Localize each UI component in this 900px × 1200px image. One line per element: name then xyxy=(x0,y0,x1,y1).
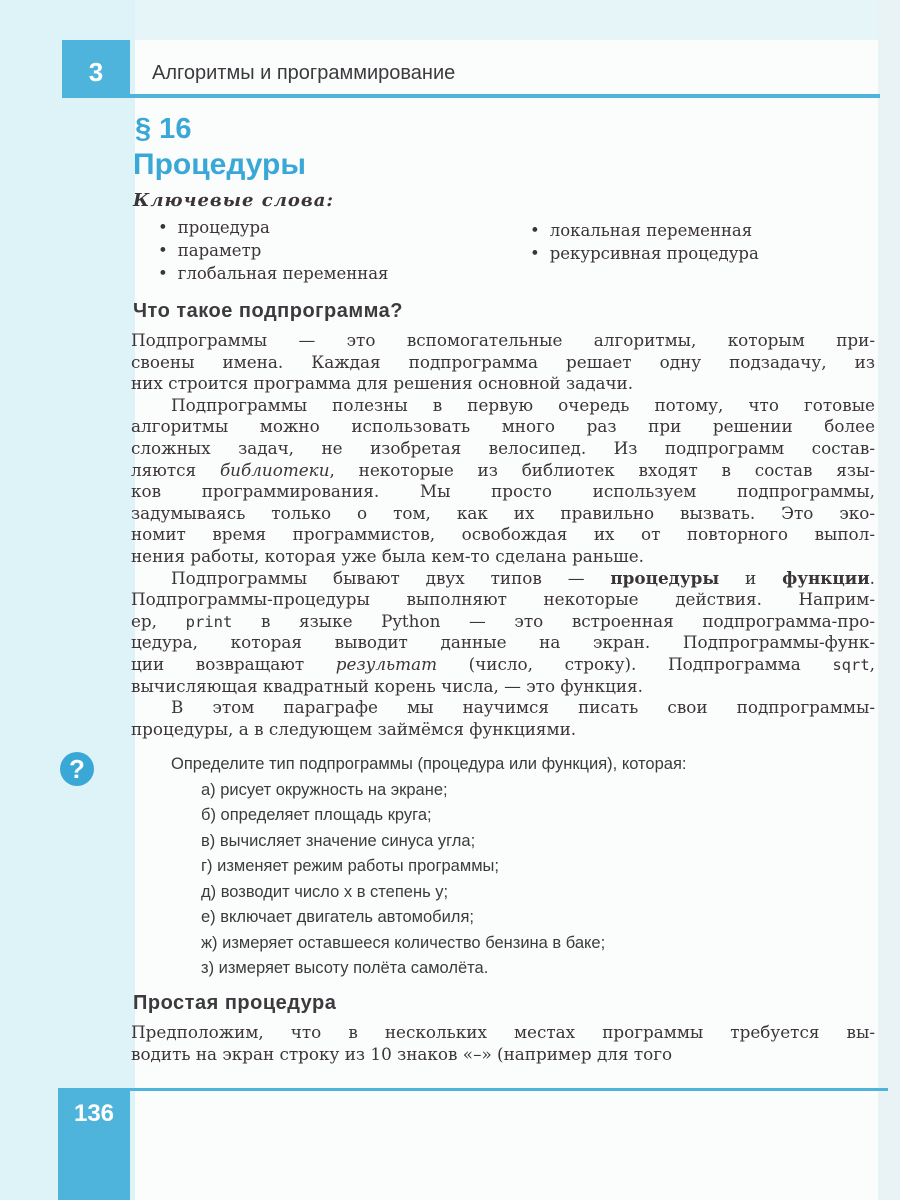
text-segment: своены имена. Каждая подпрограмма решает одну подзадачу, из xyxy=(131,351,875,372)
question-icon: ? xyxy=(60,752,94,786)
header-rule xyxy=(62,94,880,98)
question-option: д) возводит число x в степень y; xyxy=(201,882,449,901)
text-segment: ляются xyxy=(131,459,220,480)
text-line xyxy=(131,568,875,590)
text-segment: print xyxy=(185,612,233,631)
text-line xyxy=(131,589,875,611)
text-segment: Подпрограммы — это вспомогательные алгоритмы, которым при- xyxy=(131,330,875,350)
page-left-margin xyxy=(0,0,135,1200)
section-number: § 16 xyxy=(135,113,192,145)
subheading-what-is-subprogram: Что такое подпрограмма? xyxy=(133,300,403,322)
question-option: в) вычисляет значение синуса угла; xyxy=(201,831,476,850)
section-title: Процедуры xyxy=(133,148,306,181)
text-line xyxy=(131,676,875,698)
text-segment: , xyxy=(869,653,875,674)
footer-rule xyxy=(58,1088,888,1091)
text-segment: ции возвращают xyxy=(131,653,336,674)
text-segment: . xyxy=(869,567,876,588)
text-segment: вычисляющая квадратный корень числа, — это функция. xyxy=(131,675,643,696)
text-segment: ер, xyxy=(131,610,186,631)
text-segment: Предположим, что в нескольких местах программы требуется вы- xyxy=(131,1022,875,1042)
text-segment: и xyxy=(719,567,783,588)
chapter-number-badge: 3 xyxy=(62,40,130,98)
question-option: а) рисует окружность на экране; xyxy=(201,780,448,799)
text-segment: В этом параграфе мы научимся писать свои подпрограммы- xyxy=(171,697,875,718)
text-segment: , некоторые из библиотек входят в состав язы- xyxy=(329,459,875,480)
body-text-1 xyxy=(131,330,875,740)
text-segment: Подпрограммы бывают двух типов — xyxy=(171,567,611,588)
text-segment: нения работы, которая уже была кем-то сделана раньше. xyxy=(131,545,644,566)
keywords-column-1 xyxy=(158,216,388,285)
text-segment: Подпрограммы полезны в первую очередь потому, что готовые xyxy=(171,394,875,415)
text-segment: результат xyxy=(335,653,438,674)
text-line xyxy=(131,1022,875,1044)
text-line xyxy=(131,719,875,741)
text-line xyxy=(131,460,875,482)
text-segment: цедура, которая выводит данные на экран. Подпрограммы-функ- xyxy=(131,632,875,653)
text-segment: в языке Python — это встроенная подпрограмма-про- xyxy=(232,610,875,631)
text-line xyxy=(131,503,875,525)
page-right-edge xyxy=(878,0,900,1200)
text-segment: сложных задач, не изобретая велосипед. Из подпрограмм состав- xyxy=(131,437,875,458)
keyword-item: • параметр xyxy=(158,239,388,262)
text-line xyxy=(131,632,875,654)
question-option: б) определяет площадь круга; xyxy=(201,806,432,824)
question-option: г) изменяет режим работы программы; xyxy=(201,857,499,875)
text-segment: функции xyxy=(782,567,870,588)
text-line xyxy=(131,611,875,633)
text-line xyxy=(131,373,875,395)
question-option: ж) измеряет оставшееся количество бензина в баке; xyxy=(201,933,606,952)
question-prompt: Определите тип подпрограммы (процедура или функция), которая: xyxy=(171,755,687,773)
text-line xyxy=(131,395,875,417)
text-line xyxy=(131,524,875,546)
keywords-label: Ключевые слова: xyxy=(133,190,335,211)
text-line xyxy=(131,438,875,460)
text-segment: sqrt xyxy=(832,655,870,674)
text-line xyxy=(131,416,875,438)
keyword-item: • процедура xyxy=(158,216,388,239)
page-top-margin xyxy=(0,0,900,40)
text-line xyxy=(131,654,875,676)
keyword-item: • локальная переменная xyxy=(530,219,759,242)
page-number: 136 xyxy=(73,1100,115,1127)
text-segment: процедуры, а в следующем займёмся функциями. xyxy=(131,718,577,739)
text-line xyxy=(131,481,875,503)
subheading-simple-procedure: Простая процедура xyxy=(133,992,337,1014)
text-segment: алгоритмы можно использовать много раз при решении более xyxy=(131,416,875,437)
text-segment: процедуры xyxy=(610,567,720,588)
text-line xyxy=(131,352,875,374)
text-segment: номит время программистов, освобождая их от повторного выпол- xyxy=(131,524,875,545)
text-segment: водить на экран строку из 10 знаков «–» (например для того xyxy=(131,1043,673,1064)
text-segment: библиотеки xyxy=(219,459,330,480)
question-option: е) включает двигатель автомобиля; xyxy=(201,908,474,926)
text-segment: (число, строку). Подпрограмма xyxy=(437,653,833,674)
keyword-item: • глобальная переменная xyxy=(158,262,388,285)
text-line xyxy=(131,330,875,352)
keyword-item: • рекурсивная процедура xyxy=(530,242,759,265)
keywords-column-2 xyxy=(530,219,759,265)
text-segment: задумываясь только о том, как их правильно вызвать. Это эко- xyxy=(131,502,875,523)
text-line xyxy=(131,546,875,568)
text-line xyxy=(131,697,875,719)
question-block xyxy=(171,752,686,982)
question-option: з) измеряет высоту полёта самолёта. xyxy=(201,959,489,977)
text-segment: них строится программа для решения основной задачи. xyxy=(131,373,634,394)
body-text-2 xyxy=(131,1022,875,1065)
chapter-title: Алгоритмы и программирование xyxy=(152,62,456,84)
text-segment: ков программирования. Мы просто используем подпрограммы, xyxy=(131,481,875,502)
text-line xyxy=(131,1044,875,1066)
text-segment: Подпрограммы-процедуры выполняют некоторые действия. Наприм- xyxy=(131,589,875,610)
